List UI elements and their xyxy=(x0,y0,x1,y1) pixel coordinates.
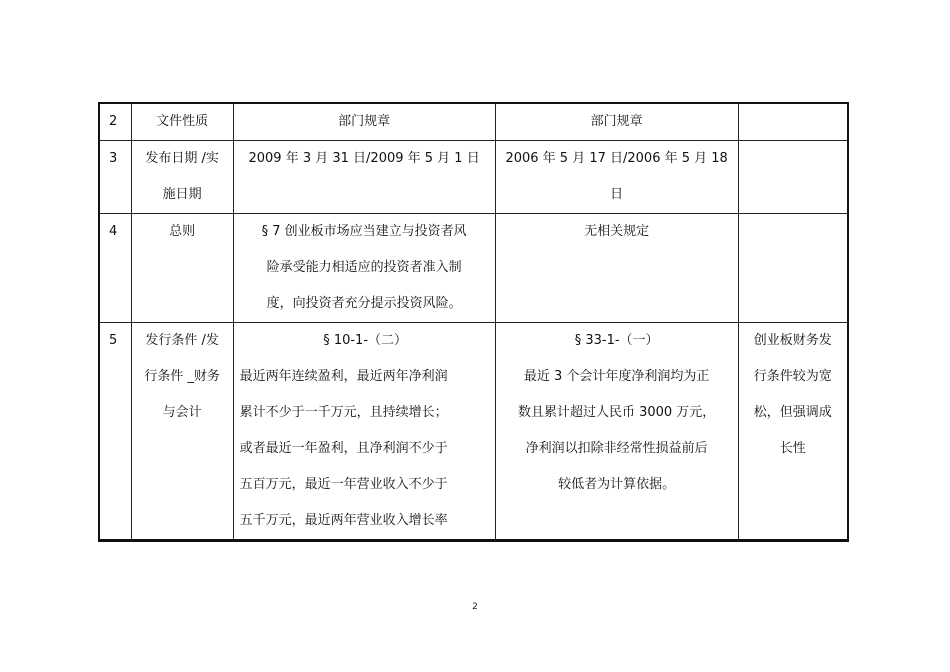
regulation-b-cell xyxy=(495,214,738,323)
comparison-table-frame xyxy=(98,102,849,542)
regulation-b-text: 净利润以扣除非经常性损益前后 xyxy=(525,441,708,456)
regulation-b-clause: § 33-1-（一） xyxy=(574,333,659,348)
note-cell xyxy=(738,141,847,214)
item-text: 发布日期 /实 xyxy=(145,151,219,166)
note-cell xyxy=(738,323,847,540)
regulation-b-text: 最近 3 个会计年度净利润均为正 xyxy=(523,369,710,384)
table-row xyxy=(100,323,847,540)
regulation-b-text: 数且累计超过人民币 3000 万元， xyxy=(517,405,716,420)
regulation-b-text: 2006 年 5 月 17 日/2006 年 5 月 18 xyxy=(505,151,728,166)
item-cell xyxy=(131,214,233,323)
note-cell xyxy=(738,104,847,141)
page-number: 2 xyxy=(472,602,478,612)
regulation-a-clause: § 10-1-（二） xyxy=(323,333,408,348)
item-cell xyxy=(131,323,233,540)
regulation-b-cell xyxy=(495,141,738,214)
note-cell xyxy=(738,214,847,323)
note-text: 松，但强调成 xyxy=(753,405,832,420)
item-text: 与会计 xyxy=(162,405,202,420)
row-number: 5 xyxy=(100,323,131,540)
item-cell xyxy=(131,104,233,141)
regulation-a-text: 险承受能力相适应的投资者准入制 xyxy=(266,260,462,275)
regulation-a-text: 部门规章 xyxy=(338,114,391,129)
regulation-a-text: 五千万元，最近两年营业收入增长率 xyxy=(239,513,448,528)
item-text: 文件性质 xyxy=(156,114,209,129)
regulation-a-cell xyxy=(233,323,495,540)
regulation-b-cell xyxy=(495,104,738,141)
row-number: 4 xyxy=(100,214,131,323)
table-row xyxy=(100,141,847,214)
regulation-b-text: 部门规章 xyxy=(590,114,643,129)
item-text: 施日期 xyxy=(162,187,202,202)
regulation-a-text: 累计不少于一千万元，且持续增长； xyxy=(239,405,448,420)
table-row xyxy=(100,214,847,323)
comparison-table xyxy=(100,104,847,539)
item-text: 行条件 _财务 xyxy=(144,369,220,384)
regulation-b-text: 无相关规定 xyxy=(584,224,650,239)
regulation-a-text: 五百万元，最近一年营业收入不少于 xyxy=(239,477,448,492)
note-text: 长性 xyxy=(779,441,806,456)
item-cell xyxy=(131,141,233,214)
table-row xyxy=(100,104,847,141)
note-text: 创业板财务发 xyxy=(753,333,832,348)
note-text: 行条件较为宽 xyxy=(753,369,832,384)
regulation-a-text: § 7 创业板市场应当建立与投资者风 xyxy=(261,224,467,239)
row-number: 2 xyxy=(100,104,131,141)
regulation-b-cell xyxy=(495,323,738,540)
item-text: 发行条件 /发 xyxy=(145,333,219,348)
row-number: 3 xyxy=(100,141,131,214)
regulation-b-text: 日 xyxy=(610,187,624,202)
regulation-a-text: 或者最近一年盈利，且净利润不少于 xyxy=(239,441,448,456)
regulation-a-text: 最近两年连续盈利，最近两年净利润 xyxy=(239,369,448,384)
regulation-a-cell xyxy=(233,214,495,323)
regulation-a-cell xyxy=(233,141,495,214)
regulation-b-text: 较低者为计算依据。 xyxy=(558,477,676,492)
item-text: 总则 xyxy=(169,224,196,239)
regulation-a-text: 度，向投资者充分提示投资风险。 xyxy=(266,296,462,311)
regulation-a-text: 2009 年 3 月 31 日/2009 年 5 月 1 日 xyxy=(248,151,480,166)
regulation-a-cell xyxy=(233,104,495,141)
